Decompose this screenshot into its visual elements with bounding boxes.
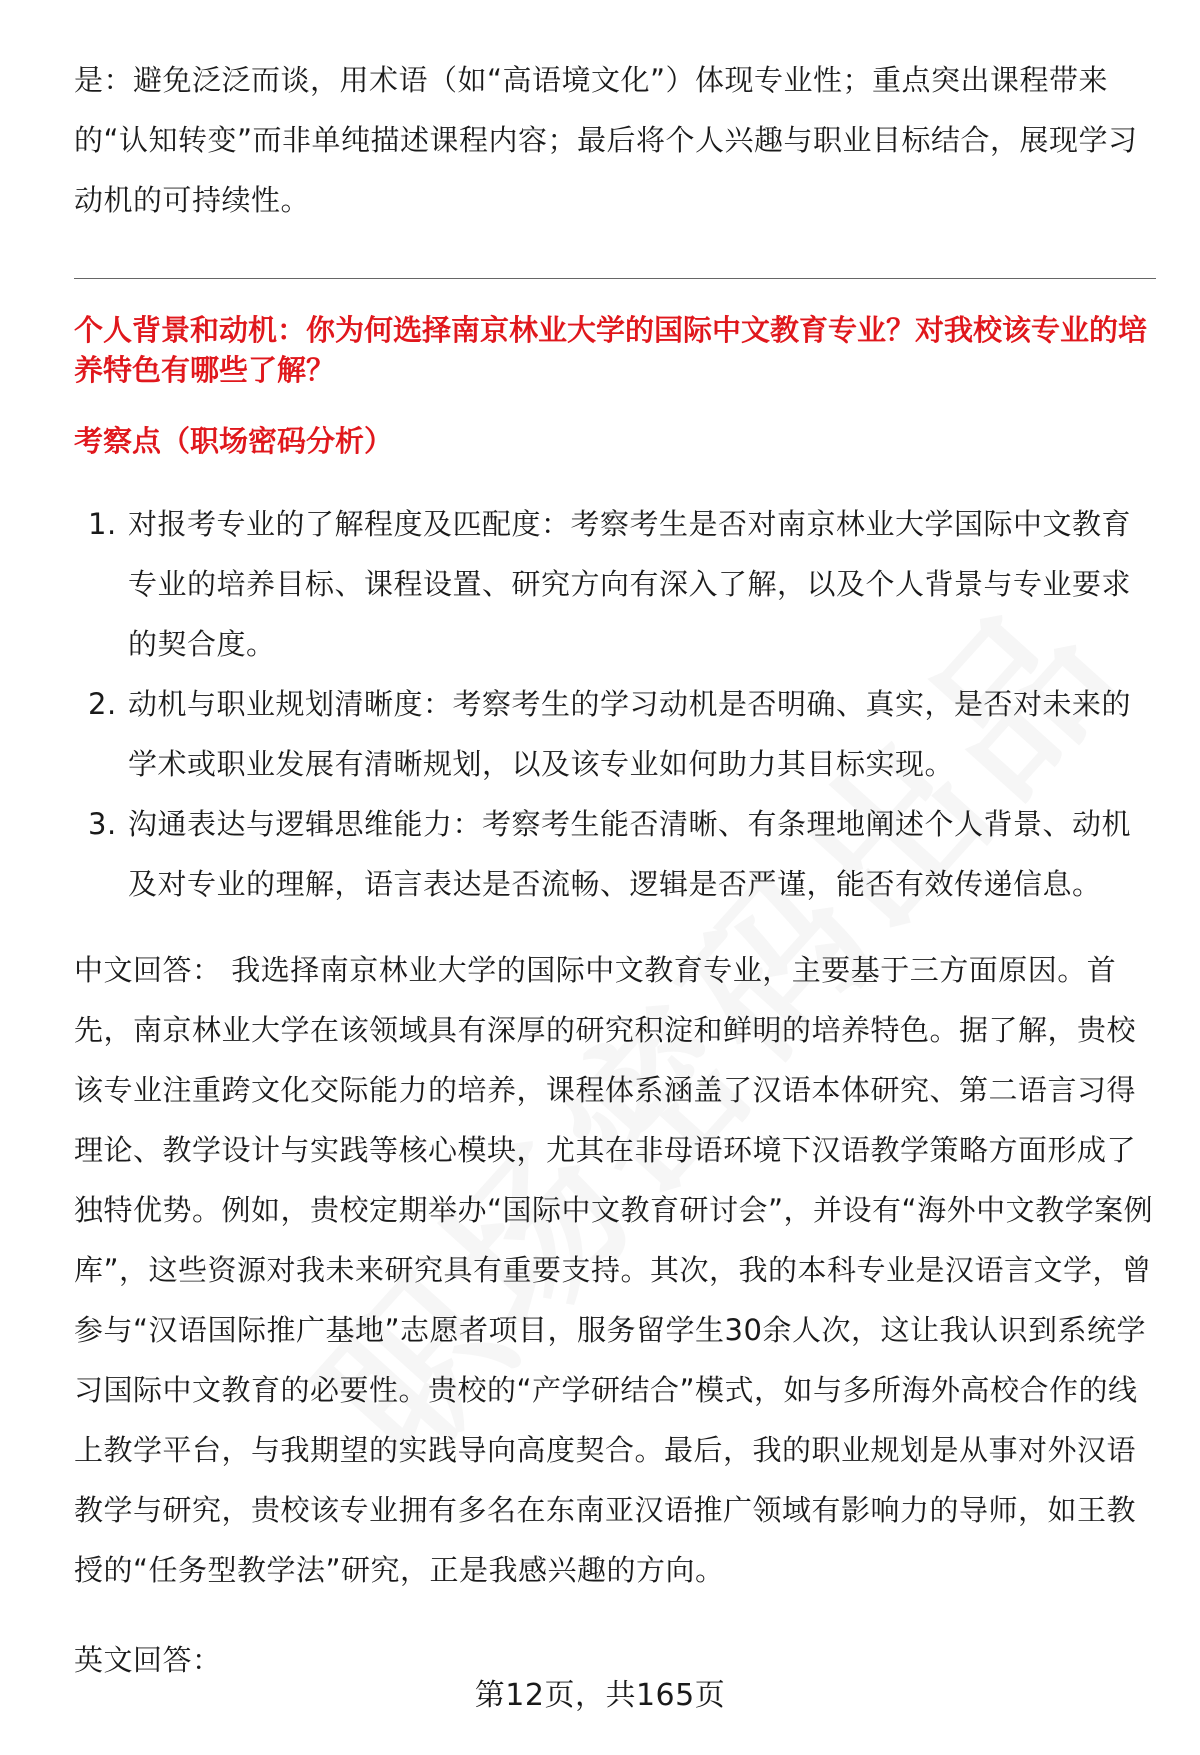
list-number: 2. <box>88 687 117 721</box>
list-item <box>74 674 1156 794</box>
list-item <box>74 794 1156 914</box>
section-divider <box>74 278 1156 279</box>
list-number: 3. <box>88 807 117 841</box>
page-footer: 第12页，共165页 <box>474 1678 726 1713</box>
intro-paragraph: 是：避免泛泛而谈，用术语（如“高语境文化”）体现专业性；重点突出课程带来的“认知转变”而非单纯描述课程内容；最后将个人兴趣与职业目标结合，展现学习动机的可持续性。 <box>74 63 1138 217</box>
list-text: 动机与职业规划清晰度：考察考生的学习动机是否明确、真实，是否对未来的学术或职业发展有清晰规划，以及该专业如何助力其目标实现。 <box>128 687 1132 781</box>
list-number: 1. <box>88 507 117 541</box>
list-item <box>74 494 1156 674</box>
chinese-answer: 中文回答： 我选择南京林业大学的国际中文教育专业，主要基于三方面原因。首先，南京林业大学在该领域具有深厚的研究积淀和鲜明的培养特色。据了解，贵校该专业注重跨文化交际能力的培养，课程体系涵盖了汉语本体研究、第二语言习得理论、教学设计与实践等核心模块，尤其在非母语环境下汉语教学策略方面形成了独特优势。例如，贵校定期举办“国际中文教育研讨会”，并设有“海外中文教学案例库”，这些资源对我未来研究具有重要支持。其次，我的本科专业是汉语言文学，曾参与“汉语国际推广基地”志愿者项目，服务留学生30余人次，这让我认识到系统学习国际中文教育的必要性。贵校的“产学研结合”模式，如与多所海外高校合作的线上教学平台，与我期望的实践导向高度契合。最后，我的职业规划是从事对外汉语教学与研究，贵校该专业拥有多名在东南亚汉语推广领域有影响力的导师，如王教授的“任务型教学法”研究，正是我感兴趣的方向。 <box>74 953 1154 1587</box>
list-text: 沟通表达与逻辑思维能力：考察考生能否清晰、有条理地阐述个人背景、动机及对专业的理解，语言表达是否流畅、逻辑是否严谨，能否有效传递信息。 <box>128 807 1132 901</box>
assessment-list <box>74 494 1156 914</box>
assessment-heading: 考察点（职场密码分析） <box>74 424 394 458</box>
list-text: 对报考专业的了解程度及匹配度：考察考生是否对南京林业大学国际中文教育专业的培养目标、课程设置、研究方向有深入了解，以及个人背景与专业要求的契合度。 <box>128 507 1132 661</box>
question-heading: 个人背景和动机：你为何选择南京林业大学的国际中文教育专业？对我校该专业的培养特色有哪些了解？ <box>74 313 1148 387</box>
english-answer-label: 英文回答： <box>74 1643 222 1677</box>
